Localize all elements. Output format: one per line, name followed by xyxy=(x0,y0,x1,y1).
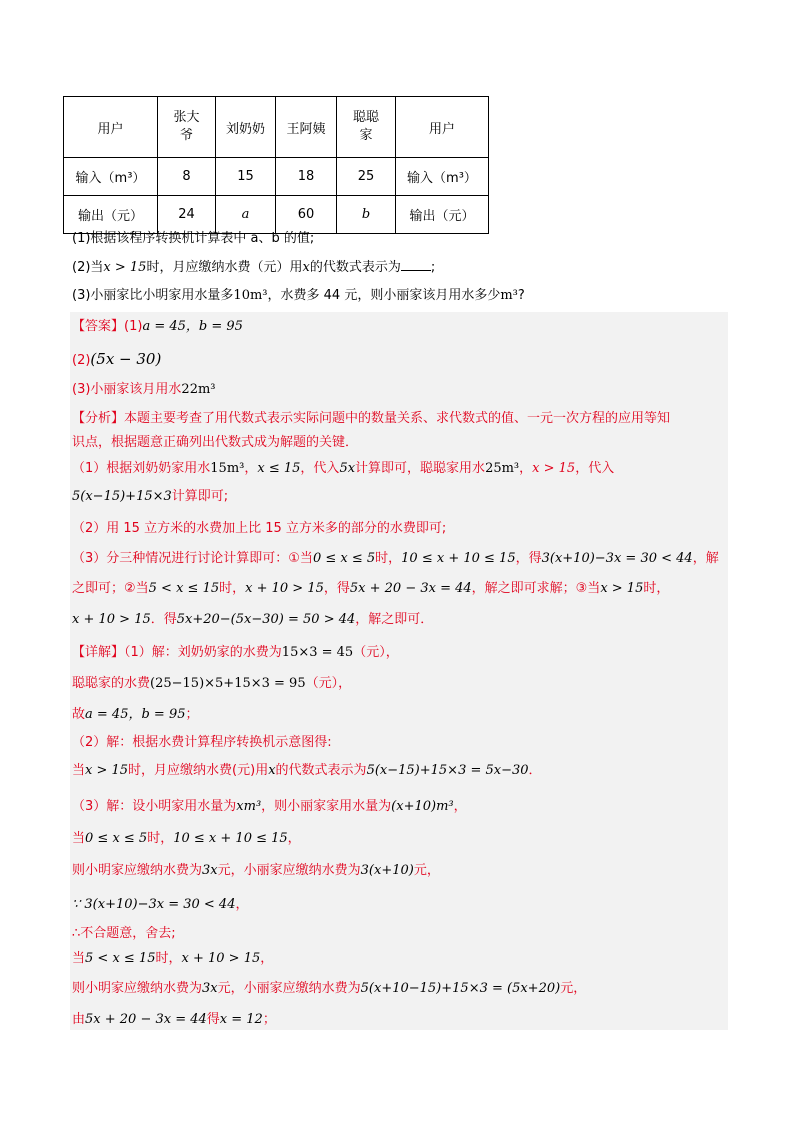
water-fee-table xyxy=(63,96,489,234)
math: 15m³ xyxy=(210,461,245,476)
table-cell: 输入（m³） xyxy=(396,158,489,196)
text: 元，小丽家应缴纳水费为 xyxy=(217,981,361,996)
text: （1）根据刘奶奶家用水 xyxy=(72,461,211,476)
cell-text: 家 xyxy=(359,128,373,143)
text: ，解 xyxy=(692,551,719,566)
math: x > 15 xyxy=(600,581,644,596)
detail-line-1 xyxy=(72,644,399,662)
detail-line-8 xyxy=(72,862,440,880)
math: 3(x+10) xyxy=(360,863,414,878)
text: ， xyxy=(244,461,258,476)
math: x > 15 xyxy=(85,763,129,778)
cell-text: 王阿姨 xyxy=(286,121,326,137)
text: 得 xyxy=(206,1012,220,1027)
math: 5x+20−(5x−30) = 50 > 44 xyxy=(176,612,356,627)
math: m³ xyxy=(500,288,518,303)
text: 之即可；②当 xyxy=(72,581,149,596)
analysis-point-3 xyxy=(72,550,719,568)
detail-line-9 xyxy=(72,896,249,914)
math: 22m³ xyxy=(181,382,216,397)
question-1: (1)根据该程序转换机计算表中 a、b 的值; xyxy=(72,231,315,246)
text: 元，小丽家应缴纳水费为 xyxy=(217,863,361,878)
math: 10m³ xyxy=(233,288,268,303)
math: 3x xyxy=(202,863,218,878)
cell-text: 用户 xyxy=(428,121,455,137)
text: 当 xyxy=(72,951,86,966)
table-cell: b xyxy=(337,196,396,234)
text: ，则小丽家家用水量为 xyxy=(261,799,392,814)
text: 时， xyxy=(643,581,670,596)
text: ， xyxy=(453,799,467,814)
text: 的代数式表示为 xyxy=(309,260,401,275)
text: （元）， xyxy=(305,676,352,691)
table-row xyxy=(64,158,489,196)
text: (1) xyxy=(124,319,143,334)
text: 由 xyxy=(72,1012,86,1027)
text: ， xyxy=(287,831,301,846)
math: x + 10 > 15 xyxy=(181,951,261,966)
math: 15×3 = 45 xyxy=(281,645,354,660)
math: x > 15 xyxy=(532,461,576,476)
math: x + 10 > 15 xyxy=(245,581,324,596)
text: ． xyxy=(528,763,542,778)
cell-text: 聪聪 xyxy=(352,110,379,125)
math: 5x + 20 − 3x = 44 xyxy=(349,581,472,596)
math: x = 12 xyxy=(219,1012,263,1027)
text: 则小明家应缴纳水费为 xyxy=(72,981,203,996)
detail-line-2 xyxy=(72,675,351,693)
answer-label: 【答案】 xyxy=(72,319,125,334)
text: ， xyxy=(519,461,533,476)
detail-line-13 xyxy=(72,1011,276,1029)
detail-line-7 xyxy=(72,830,301,848)
text: ，得 xyxy=(515,551,542,566)
analysis-label: 【分析】 xyxy=(72,411,125,426)
table-cell xyxy=(158,97,216,158)
text: (3)小丽家比小明家用水量多 xyxy=(72,288,234,303)
answer-line-3 xyxy=(72,381,216,399)
question-2 xyxy=(72,258,435,277)
text: 聪聪家的水费 xyxy=(72,676,151,691)
text: （元）， xyxy=(353,645,399,660)
math: x + 10 > 15 xyxy=(72,612,151,627)
math: a = 45，b = 95 xyxy=(142,319,243,334)
detail-line-6 xyxy=(72,798,467,816)
math: 3(x+10)−3x = 30 < 44 xyxy=(541,551,693,566)
text: ，水费多 44 元，则小丽家该月用水多少 xyxy=(267,288,501,303)
text: （3）解：设小明家用水量为 xyxy=(72,799,237,814)
text: ； xyxy=(185,707,199,722)
math: 0 ≤ x ≤ 5 xyxy=(85,831,148,846)
table-cell xyxy=(337,97,396,158)
math: 10 ≤ x + 10 ≤ 15 xyxy=(401,551,516,566)
math: 0 ≤ x ≤ 5 xyxy=(312,551,376,566)
cell-text: 用户 xyxy=(97,121,124,137)
table-cell: 输出（元） xyxy=(64,196,158,234)
table-row xyxy=(64,196,489,234)
table-cell: 8 xyxy=(158,158,216,196)
detail-line-4: （2）解：根据水费计算程序转换机示意图得: xyxy=(72,735,332,750)
text: 的代数式表示为 xyxy=(275,763,367,778)
analysis-line-1 xyxy=(72,410,670,428)
table-cell xyxy=(64,97,158,158)
text: ，代入 xyxy=(300,461,340,476)
table-cell: a xyxy=(216,196,276,234)
cell-text: 刘奶奶 xyxy=(225,121,265,137)
text: 元， xyxy=(413,863,440,878)
detail-label: 【详解】 xyxy=(72,645,125,660)
math: 25m³ xyxy=(485,461,520,476)
detail-line-3 xyxy=(72,706,199,724)
math: (25−15)×5+15×3 = 95 xyxy=(150,676,306,691)
answer-blank xyxy=(401,258,431,271)
cell-text: 爷 xyxy=(179,128,193,143)
math: 5(x+10−15)+15×3 = (5x+20) xyxy=(360,981,561,996)
text: 时，月应缴纳水费（元）用 xyxy=(146,260,303,275)
table-cell xyxy=(396,97,489,158)
text: 本题主要考查了用代数式表示实际问题中的数量关系、求代数式的值、一元一次方程的应用等知 xyxy=(124,411,671,426)
text: 当 xyxy=(72,831,86,846)
text: 时， xyxy=(155,951,182,966)
math: 10 ≤ x + 10 ≤ 15 xyxy=(173,831,288,846)
math: 3x xyxy=(202,981,218,996)
analysis-point-1 xyxy=(72,460,614,478)
detail-line-12 xyxy=(72,980,586,998)
question-3 xyxy=(72,287,525,305)
math: (5x − 30) xyxy=(90,350,162,368)
text: 故 xyxy=(72,707,86,722)
text: ? xyxy=(517,288,525,303)
text: (2) xyxy=(72,353,91,368)
text: 时， xyxy=(147,831,174,846)
math: x ≤ 15 xyxy=(257,461,301,476)
math: xm³ xyxy=(236,799,262,814)
math: 5x + 20 − 3x = 44 xyxy=(85,1012,207,1027)
math: 5(x−15)+15×3 xyxy=(72,489,172,504)
text: ， xyxy=(260,951,274,966)
text: 当 xyxy=(72,763,86,778)
table-cell: 15 xyxy=(216,158,276,196)
analysis-line-2: 识点，根据题意正确列出代数式成为解题的关键． xyxy=(72,435,359,450)
text: ； xyxy=(262,1012,276,1027)
analysis-point-2: （2）用 15 立方米的水费加上比 15 立方米多的部分的水费即可; xyxy=(72,521,447,536)
text: ，代入 xyxy=(575,461,615,476)
math: 5 < x ≤ 15 xyxy=(85,951,156,966)
text: ，解之即可． xyxy=(355,612,434,627)
math: x > 15 xyxy=(103,260,147,275)
answer-line-1 xyxy=(72,318,243,336)
table-cell: 60 xyxy=(276,196,337,234)
table-cell xyxy=(216,97,276,158)
text: （1）解：刘奶奶家的水费为 xyxy=(124,645,282,660)
text: 时，月应缴纳水费(元)用 xyxy=(128,763,269,778)
answer-line-2 xyxy=(72,350,161,370)
math: 5x xyxy=(339,461,356,476)
text: ．得 xyxy=(150,612,177,627)
table-cell: 输出（元） xyxy=(396,196,489,234)
text: (2)当 xyxy=(72,260,104,275)
detail-line-11 xyxy=(72,950,273,968)
table-cell: 25 xyxy=(337,158,396,196)
analysis-point-3-cont xyxy=(72,580,669,598)
analysis-point-1-cont xyxy=(72,488,228,506)
cell-text: 张大 xyxy=(173,110,200,125)
text: (3)小丽家该月用水 xyxy=(72,382,182,397)
detail-line-5 xyxy=(72,762,542,780)
table-cell: 24 xyxy=(158,196,216,234)
text: ; xyxy=(430,260,436,275)
math: ∵ 3(x+10)−3x = 30 < 44 xyxy=(72,897,236,912)
table-cell: 18 xyxy=(276,158,337,196)
text: 计算即可，聪聪家用水 xyxy=(355,461,486,476)
text: 则小明家应缴纳水费为 xyxy=(72,863,203,878)
text: （3）分三种情况进行讨论计算即可：①当 xyxy=(72,551,313,566)
math: (x+10)m³ xyxy=(391,799,454,814)
math: x xyxy=(302,260,310,275)
detail-line-10: ∴不合题意，舍去; xyxy=(72,926,176,941)
table-header-row xyxy=(64,97,489,158)
text: 时， xyxy=(375,551,402,566)
analysis-point-3-cont2 xyxy=(72,611,433,629)
text: 时， xyxy=(219,581,246,596)
text: ， xyxy=(235,897,249,912)
math: a = 45，b = 95 xyxy=(85,707,186,722)
text: ，得 xyxy=(323,581,350,596)
table-cell xyxy=(276,97,337,158)
text: ，解之即可求解；③当 xyxy=(471,581,601,596)
text: 计算即可; xyxy=(171,489,229,504)
math: 5(x−15)+15×3 = 5x−30 xyxy=(366,763,529,778)
math: x xyxy=(268,763,276,778)
text: 元， xyxy=(560,981,587,996)
table-cell: 输入（m³） xyxy=(64,158,158,196)
math: 5 < x ≤ 15 xyxy=(148,581,220,596)
